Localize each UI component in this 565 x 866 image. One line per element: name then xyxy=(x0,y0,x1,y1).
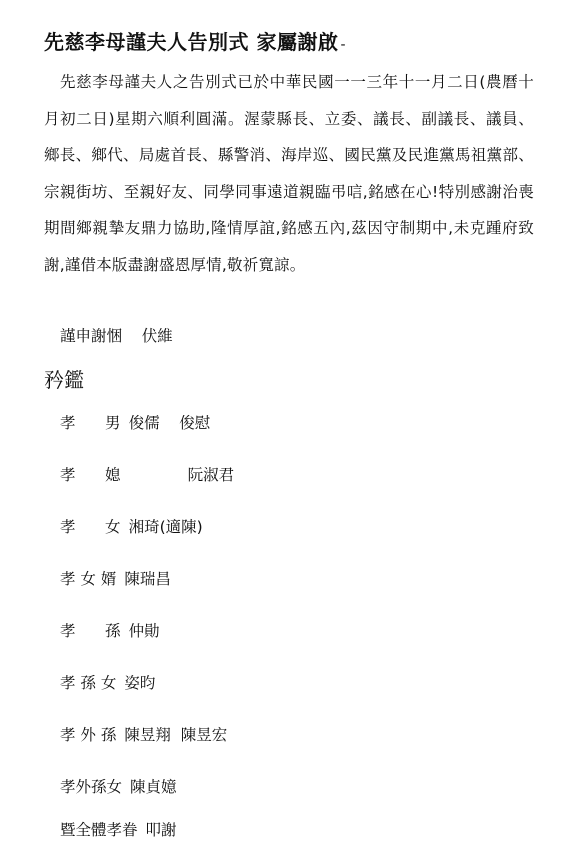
signatory-relation: 孝外孫女 xyxy=(60,778,123,796)
signatory-row xyxy=(60,567,171,589)
signatory-relation: 孝 孫 xyxy=(60,622,121,640)
closing-salutation: 矜鑑 xyxy=(44,368,84,392)
signatory-row xyxy=(60,515,203,537)
signatory-relation: 孝 女 婿 xyxy=(60,570,117,588)
notice-title xyxy=(44,26,346,55)
signatory-row xyxy=(60,619,160,641)
signatory-relation: 暨全體孝眷 xyxy=(60,821,138,839)
signatory-relation: 孝 男 xyxy=(60,414,121,432)
title-mark: - xyxy=(340,37,347,53)
signatory-names: 俊儒 俊慰 xyxy=(128,414,211,432)
signatory-row xyxy=(60,723,227,745)
signatory-names: 姿昀 xyxy=(124,674,156,692)
signatory-row xyxy=(60,411,210,433)
signatory-relation: 孝 女 xyxy=(60,518,121,536)
signatory-names: 阮淑君 xyxy=(128,466,235,484)
signatory-names: 陳瑞昌 xyxy=(124,570,171,588)
signatory-relation: 孝 外 孫 xyxy=(60,726,117,744)
signatory-row xyxy=(60,463,234,485)
signatory-row xyxy=(60,818,177,840)
signatory-names: 陳貞嬑 xyxy=(130,778,177,796)
signatory-relation: 孝 媳 xyxy=(60,466,121,484)
signatory-names: 仲勛 xyxy=(128,622,160,640)
signatory-names: 叩謝 xyxy=(145,821,177,839)
closing-phrase: 謹申謝悃 伏維 xyxy=(60,327,173,345)
signatory-names: 陳昱翔 陳昱宏 xyxy=(124,726,228,744)
signatory-relation: 孝 孫 女 xyxy=(60,674,117,692)
signatory-row xyxy=(60,671,155,693)
notice-title-text: 先慈李母謹夫人告別式 家屬謝啟 xyxy=(44,30,339,54)
signatory-names: 湘琦(適陳) xyxy=(128,518,203,536)
notice-body: 先慈李母謹夫人之告別式已於中華民國一一三年十一月二日(農曆十月初二日)星期六順利圓滿。渥蒙縣長、立委、議長、副議長、議員、鄉長、鄉代、局處首長、縣警消、海岸巡、國民黨及民進黨馬祖黨部、宗親街坊、至親好友、同學同事遠道親臨弔唁,銘感在心!特別感謝治喪期間鄉親摯友鼎力協助,隆情厚誼,銘感五內,茲因守制期中,未克踵府致謝,謹借本版盡謝盛恩厚情,敬祈寬諒。 xyxy=(44,73,534,274)
signatory-row xyxy=(60,775,177,797)
